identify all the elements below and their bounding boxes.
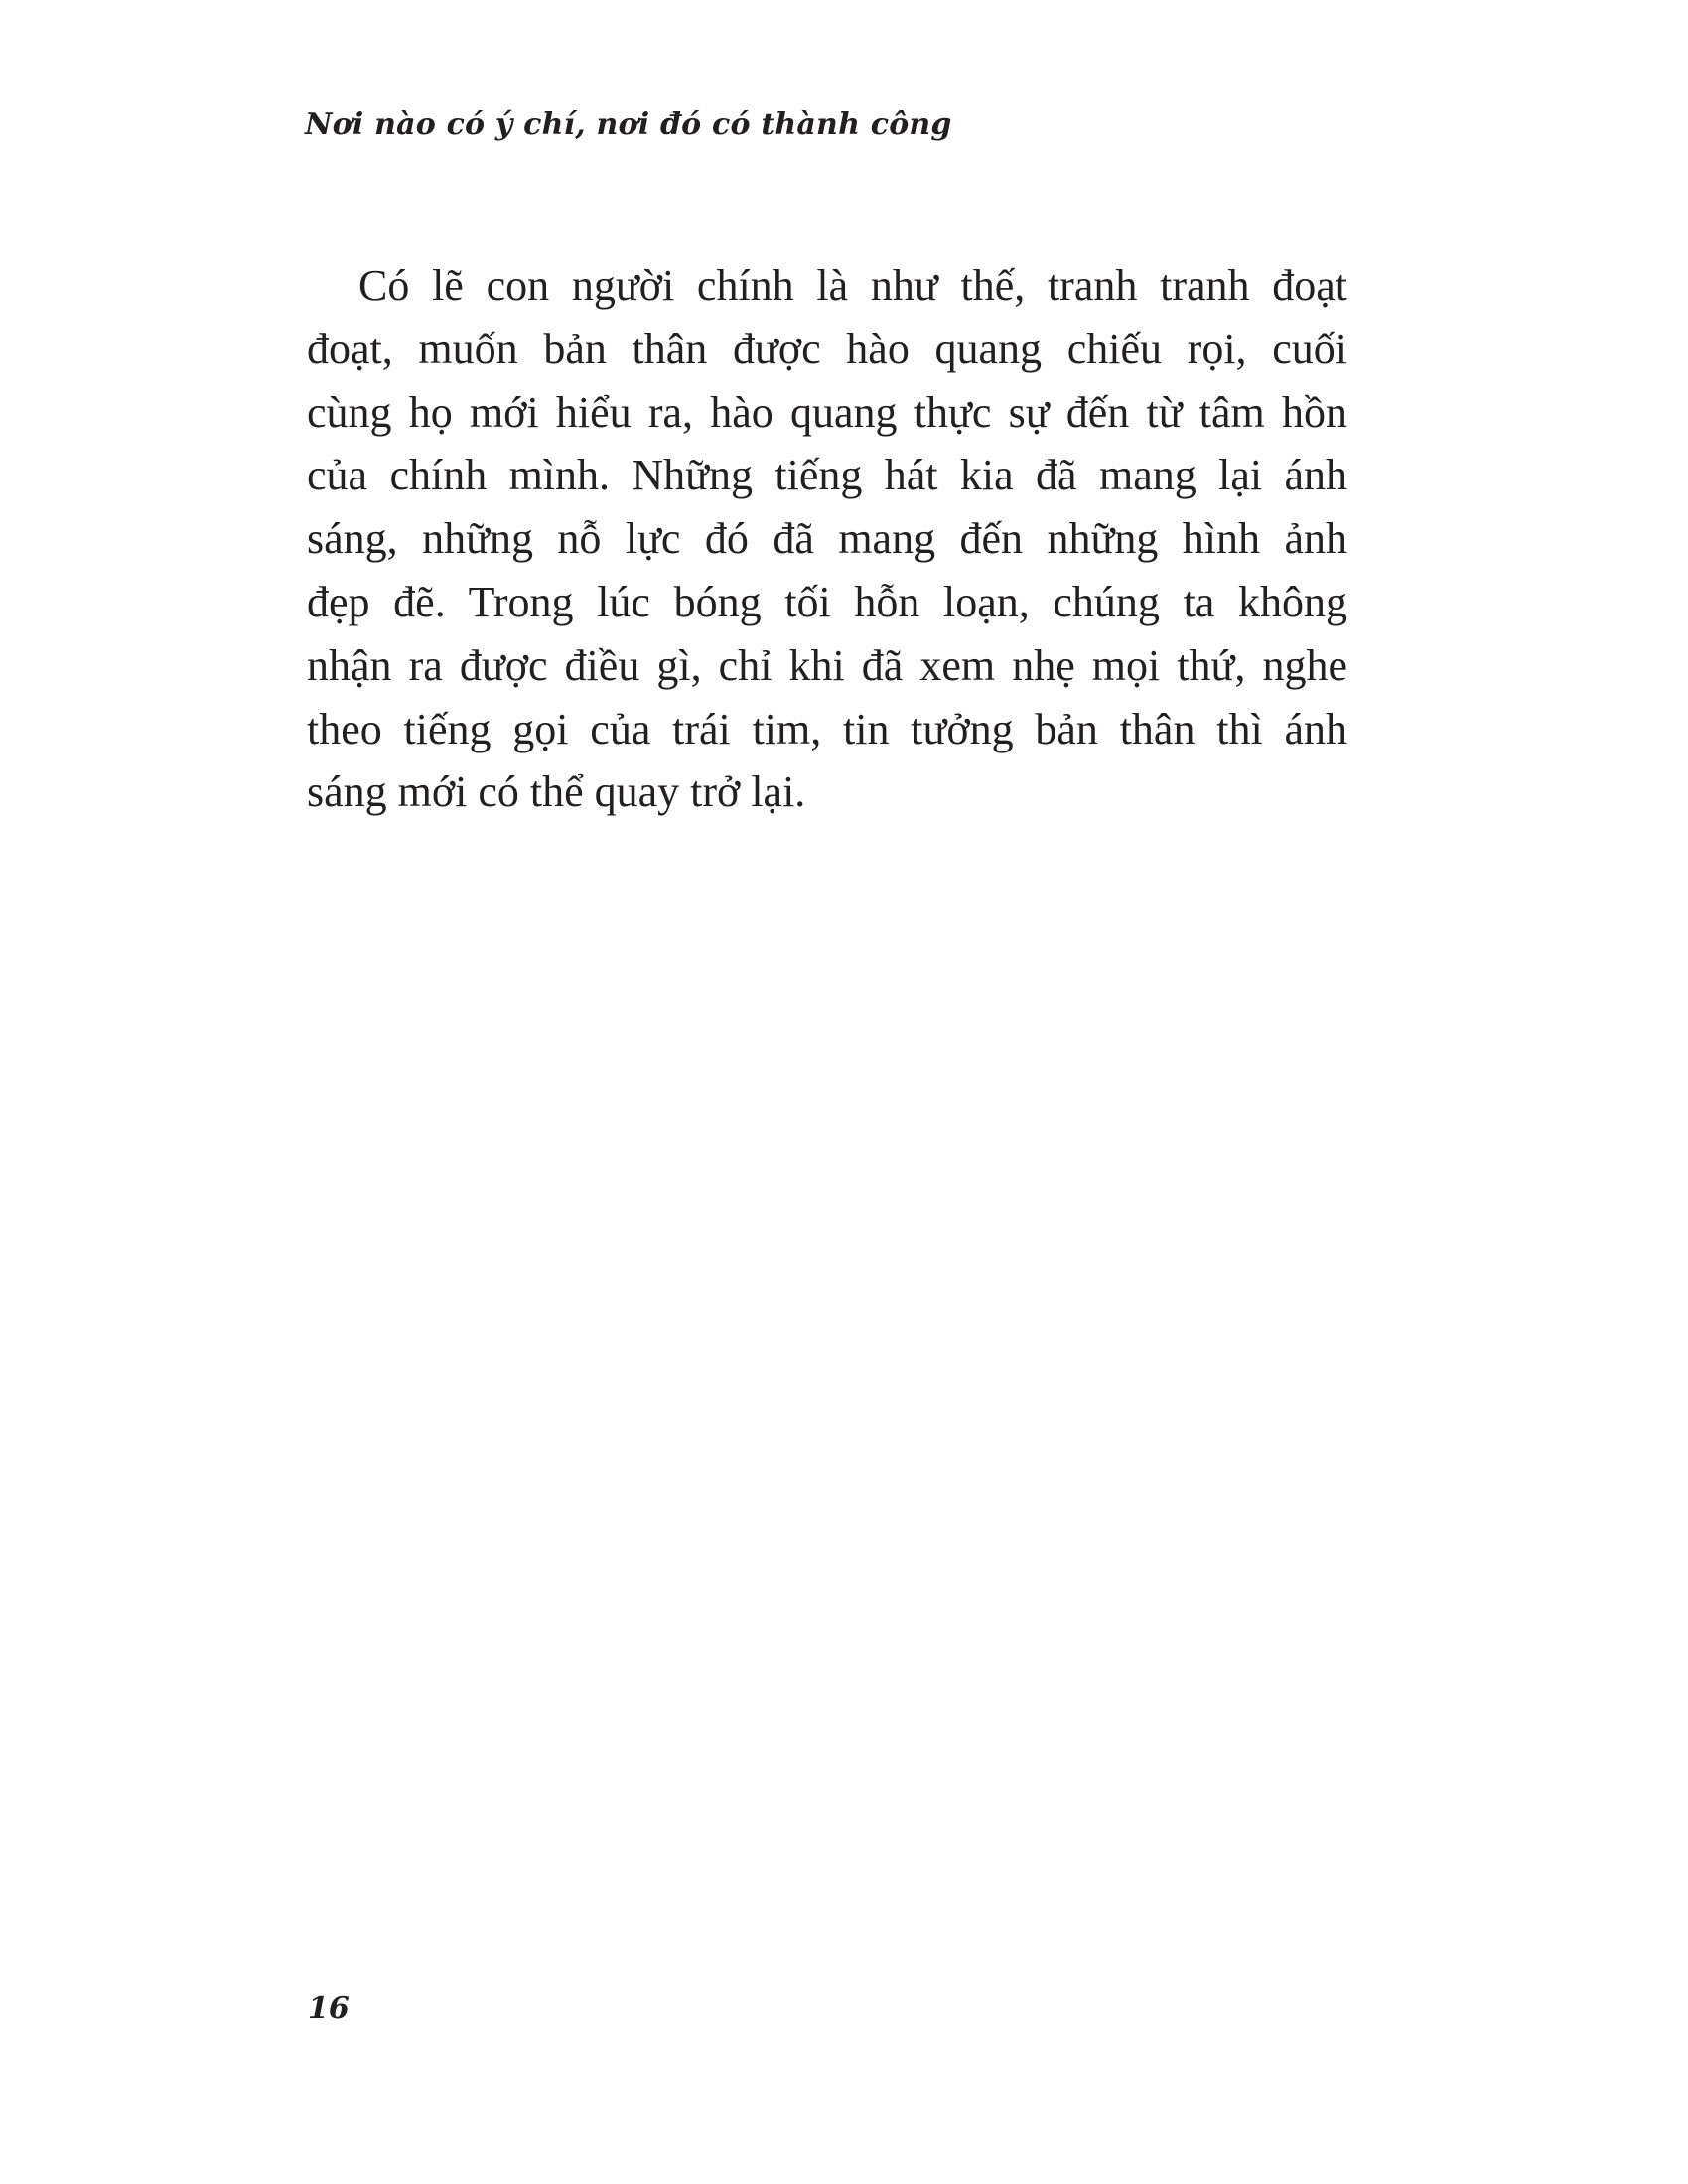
- paragraph-line: đoạt, muốn bản thân được hào quang chiếu rọi, cuối: [307, 324, 1347, 373]
- paragraph-line: sáng, những nỗ lực đó đã mang đến những hình ảnh: [307, 514, 1347, 564]
- paragraph-line: Có lẽ con người chính là như thế, tranh tranh đoạt: [358, 261, 1347, 310]
- running-header: Nơi nào có ý chí, nơi đó có thành công: [305, 107, 952, 142]
- paragraph-line: đẹp đẽ. Trong lúc bóng tối hỗn loạn, chúng ta không: [307, 577, 1347, 626]
- page-number: 16: [308, 1991, 350, 2026]
- paragraph-line: nhận ra được điều gì, chỉ khi đã xem nhẹ mọi thứ, nghe: [307, 640, 1347, 690]
- body-paragraph: [307, 254, 1347, 824]
- paragraph-line: của chính mình. Những tiếng hát kia đã mang lại ánh: [307, 451, 1347, 500]
- paragraph-line: theo tiếng gọi của trái tim, tin tưởng bản thân thì ánh: [307, 704, 1347, 753]
- paragraph-line: sáng mới có thể quay trở lại.: [307, 767, 806, 817]
- paragraph-line: cùng họ mới hiểu ra, hào quang thực sự đến từ tâm hồn: [307, 387, 1347, 437]
